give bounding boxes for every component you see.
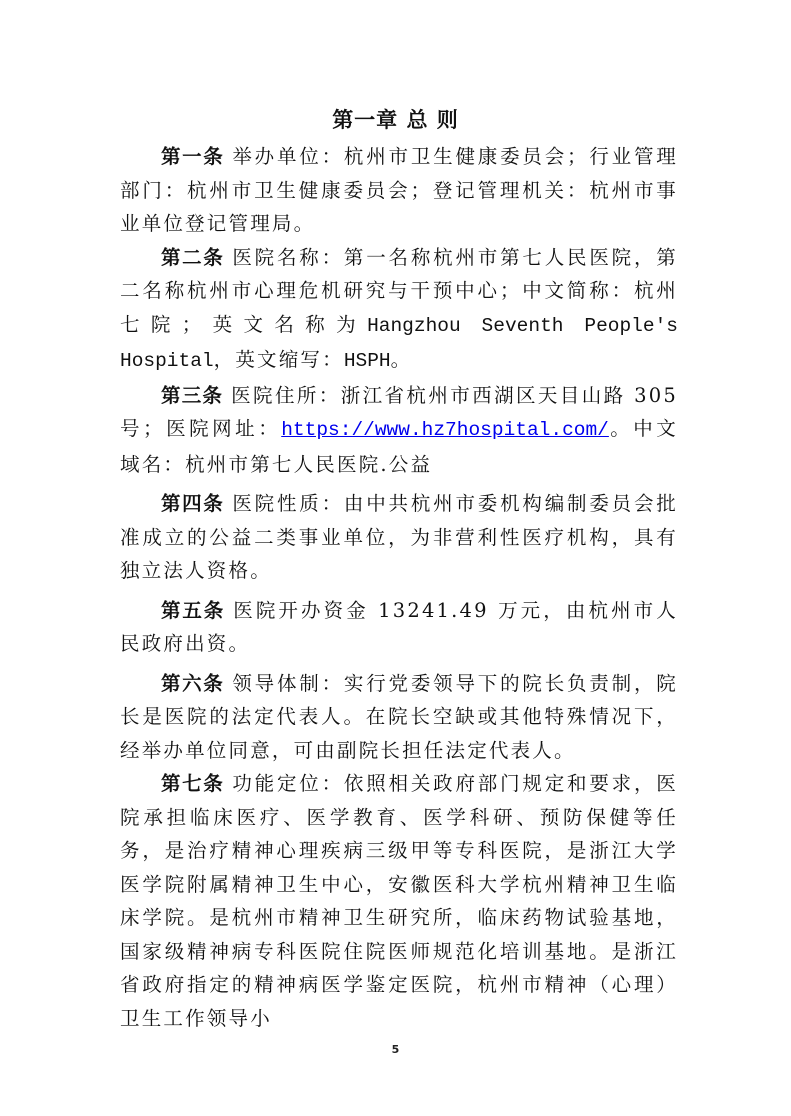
english-name: Hangzhou Seventh People's Hospital — [120, 314, 678, 372]
article-text: 医院名称：第一名称杭州市第七人民医院，第二名称杭州市心理危机研究与干预中心；中文简称：杭州七院；英文名称为 — [120, 245, 678, 336]
article-text: 医院性质：由中共杭州市委机构编制委员会批准成立的公益二类事业单位，为非营利性医疗机构，具有独立法人资格。 — [120, 492, 678, 582]
article-label: 第六条 — [161, 671, 225, 695]
chapter-title: 第一章 总 则 — [332, 108, 459, 132]
abbreviation: HSPH — [343, 350, 391, 372]
document-body — [120, 140, 678, 1035]
article-2 — [120, 241, 678, 379]
article-label: 第五条 — [161, 598, 226, 622]
article-5 — [120, 594, 678, 661]
article-text: 医院住所：浙江省杭州市西湖区天目山路 305号；医院网址： — [120, 383, 678, 440]
article-label: 第七条 — [161, 772, 225, 795]
article-label: 第一条 — [161, 145, 225, 168]
article-label: 第二条 — [161, 245, 225, 269]
article-7 — [120, 767, 678, 1035]
article-text: 领导体制：实行党委领导下的院长负责制，院长是医院的法定代表人。在院长空缺或其他特殊情况下，经举办单位同意，可由副院长担任法定代表人。 — [120, 671, 678, 762]
article-label: 第四条 — [161, 492, 225, 515]
hospital-website-link[interactable]: https://www.hz7hospital.com/ — [281, 419, 609, 441]
article-text: 功能定位：依照相关政府部门规定和要求，医院承担临床医疗、医学教育、医学科研、预防保健等任务，是治疗精神心理疾病三级甲等专科医院，是浙江大学医学院附属精神卫生中心，安徽医科大学杭州精神卫生临床学院。是杭州市精神卫生研究所，临床药物试验基地，国家级精神病专科医院住院医师规范化培训基地。是浙江省政府指定的精神病医学鉴定医院，杭州市精神（心理）卫生工作领导小 — [120, 772, 678, 1030]
article-text: 。 — [390, 348, 413, 371]
article-4 — [120, 487, 678, 588]
article-text: 。中文域名：杭州市第七人民医院.公益 — [120, 417, 678, 476]
article-3 — [120, 379, 678, 482]
article-text: 举办单位：杭州市卫生健康委员会；行业管理部门：杭州市卫生健康委员会；登记管理机关：杭州市事业单位登记管理局。 — [120, 145, 678, 235]
article-1 — [120, 140, 678, 241]
article-6 — [120, 667, 678, 768]
article-text: ，英文缩写： — [213, 348, 344, 371]
page-number: 5 — [391, 1043, 400, 1056]
article-text: 医院开办资金 13241.49 万元，由杭州市人民政府出资。 — [120, 598, 678, 655]
article-label: 第三条 — [161, 383, 224, 407]
